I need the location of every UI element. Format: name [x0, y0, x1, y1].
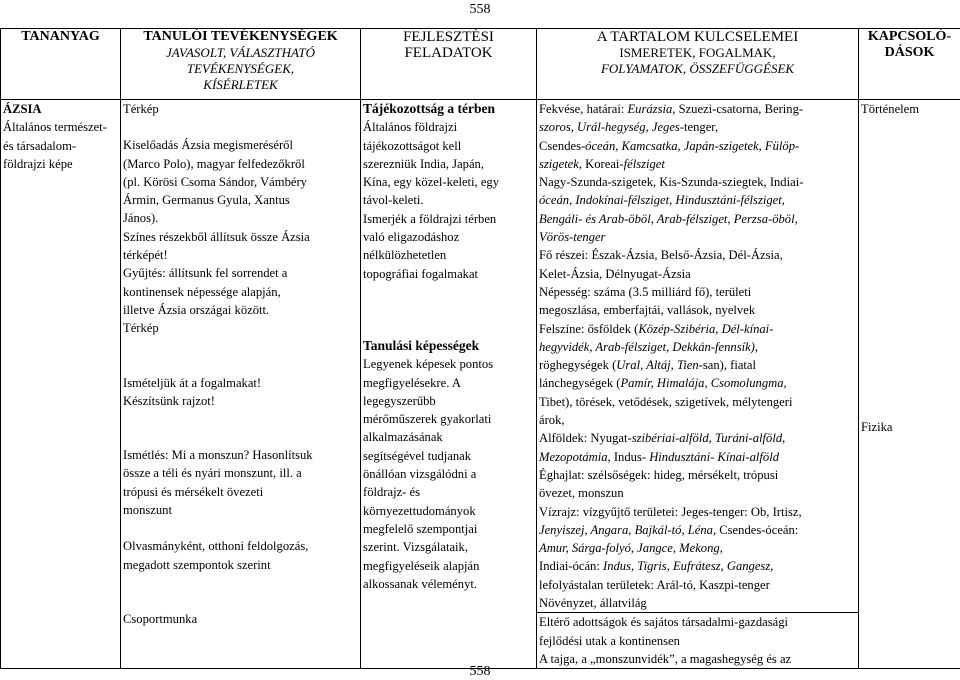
task-line: megfigyeléseik alapján — [363, 557, 534, 575]
content-line: Vörös-tenger — [539, 228, 856, 246]
content-line: megoszlása, emberfajtái, vallások, nyelvek — [539, 301, 856, 319]
content-line: övezet, monszun — [539, 484, 856, 502]
page-number-top: 558 — [0, 2, 960, 18]
task-line: önállóan vizsgálódni a — [363, 465, 534, 483]
activity-line: Színes részekből állítsuk össze Ázsia — [123, 228, 358, 246]
content-text: szibériai-alföld, Turáni-alföld, — [632, 431, 786, 445]
content-line — [539, 429, 856, 447]
activity-line: Gyűjtés: állítsunk fel sorrendet a — [123, 264, 358, 282]
cell-tananyag — [1, 100, 121, 669]
header-col2-sub2: TEVÉKENYSÉGEK, — [123, 61, 358, 77]
activity-line: Készítsünk rajzot! — [123, 392, 358, 410]
task-line: mérőműszerek gyakorlati — [363, 410, 534, 428]
content-line: Nagy-Szunda-szigetek, Kis-Szunda-sziegtek, Indiai- — [539, 173, 856, 191]
content-line: Amur, Sárga-folyó, Jangce, Mekong, — [539, 539, 856, 557]
content-text: röghegységek ( — [539, 358, 616, 372]
content-text: Szuezi-csatorna, Bering- — [675, 102, 803, 116]
content-line — [539, 356, 856, 374]
task-line: tájékozottságot kell — [363, 137, 534, 155]
content-text: lánchegységek ( — [539, 376, 620, 390]
header-col2-title: TANULÓI TEVÉKENYSÉGEK — [123, 29, 358, 45]
cell-fejlesztesi-feladatok — [361, 100, 537, 669]
header-col2-sub1: JAVASOLT, VÁLASZTHATÓ — [123, 45, 358, 61]
task-line: környezettudományok — [363, 502, 534, 520]
activity-line: illetve Ázsia országai között. — [123, 301, 358, 319]
connection-item: Történelem — [861, 100, 958, 118]
content-line: Kelet-Ázsia, Délnyugat-Ázsia — [539, 265, 856, 283]
activity-line: Ismételjük át a fogalmakat! — [123, 374, 358, 392]
header-tananyag — [1, 29, 121, 100]
cell-kulcselemek — [537, 100, 859, 669]
content-text: Eurázsia, — [627, 102, 675, 116]
content-line — [539, 448, 856, 466]
activity-line: Kiselőadás Ázsia megismeréséről — [123, 136, 358, 154]
content-text: szigetek, — [539, 157, 582, 171]
content-text: Mezopotámia, — [539, 450, 611, 464]
content-text: Felszíne: ősföldek ( — [539, 322, 638, 336]
content-text: Jenyiszej, Angara, Bajkál-tó, Léna, — [539, 523, 716, 537]
content-text: Indus, Tigris, Eufrátesz, Gangesz, — [603, 559, 773, 573]
task-line: Kína, egy közel-keleti, egy — [363, 173, 534, 191]
task-line: Legyenek képesek pontos — [363, 355, 534, 373]
content-text: Pamír, Himalája, Csomolungma, — [620, 376, 786, 390]
header-fejlesztesi-feladatok — [361, 29, 537, 100]
content-text: óceán, Kamcsatka, Japán-szigetek, Fülöp- — [585, 139, 799, 153]
content-text: Ural, Altáj, Tien- — [616, 358, 703, 372]
content-line — [539, 320, 856, 338]
connection-item: Fizika — [861, 418, 958, 436]
table-header-row — [1, 29, 960, 100]
header-col3-line1: FEJLESZTÉSI — [363, 29, 534, 45]
task-line: topográfiai fogalmakat — [363, 265, 534, 283]
header-col5-line1: KAPCSOLÓ- — [861, 29, 958, 45]
content-line: A tajga, a „monszunvidék”, a magashegység és az — [539, 650, 856, 668]
content-line: óceán, Indokínai-félsziget, Hindusztáni-félsziget, — [539, 191, 856, 209]
content-line — [539, 155, 856, 173]
content-text: -tenger, — [680, 120, 718, 134]
content-line — [539, 100, 856, 118]
content-text: san), fiatal — [703, 358, 756, 372]
header-col4-sub1: ISMERETEK, FOGALMAK, — [539, 45, 856, 61]
page-number-bottom: 558 — [0, 664, 960, 680]
header-col5-line2: DÁSOK — [861, 45, 958, 61]
activity-line: Térkép — [123, 100, 358, 118]
header-col2-sub3: KÍSÉRLETEK — [123, 77, 358, 93]
task-line: megfigyelésekre. A — [363, 374, 534, 392]
content-text: Hindusztáni- Kínai-alföld — [649, 450, 779, 464]
activity-line: térképét! — [123, 246, 358, 264]
task-line: legegyszerűbb — [363, 392, 534, 410]
activity-line: Csoportmunka — [123, 610, 358, 628]
task-heading: Tanulási képességek — [363, 337, 534, 355]
task-line: nélkülözhetetlen — [363, 246, 534, 264]
activity-line: (pl. Körösi Csoma Sándor, Vámbéry — [123, 173, 358, 191]
task-line: Általános földrajzi — [363, 118, 534, 136]
activity-line: Ismétlés: Mi a monszun? Hasonlítsuk — [123, 446, 358, 464]
cell-kapcsolodasok — [859, 100, 960, 669]
content-line: Eltérő adottságok és sajátos társadalmi-gazdasági — [537, 612, 858, 631]
header-col4-sub2: FOLYAMATOK, ÖSSZEFÜGGÉSEK — [539, 61, 856, 77]
content-line — [539, 557, 856, 575]
content-line: Fő részei: Észak-Ázsia, Belső-Ázsia, Dél-Ázsia, — [539, 246, 856, 264]
task-line: Ismerjék a földrajzi térben — [363, 210, 534, 228]
task-line: segítségével tudjanak — [363, 447, 534, 465]
activity-line: Ármin, Germanus Gyula, Xantus — [123, 191, 358, 209]
header-tartalom-kulcselemei — [537, 29, 859, 100]
content-text: Csendes-óceán: — [716, 523, 798, 537]
topic-line: és társadalom- — [3, 137, 118, 155]
task-line: alkossanak véleményt. — [363, 575, 534, 593]
content-line: Bengáli- és Arab-öböl, Arab-félsziget, Perzsa-öböl, — [539, 210, 856, 228]
content-line: hegyvidék, Arab-félsziget, Dekkán-fennsík), — [539, 338, 856, 356]
activity-line: János). — [123, 209, 358, 227]
activity-line: össze a téli és nyári monszunt, ill. a — [123, 464, 358, 482]
content-line: Éghajlat: szélsőségek: hideg, mérsékelt, trópusi — [539, 466, 856, 484]
content-line — [539, 137, 856, 155]
content-text: Indiai-ócán: — [539, 559, 603, 573]
header-col4-title: A TARTALOM KULCSELEMEI — [539, 29, 856, 45]
content-text: Csendes- — [539, 139, 585, 153]
table-row — [1, 100, 960, 669]
task-line: való eligazodáshoz — [363, 228, 534, 246]
content-text: Koreai- — [582, 157, 624, 171]
content-text: félsziget — [624, 157, 665, 171]
topic-title: ÁZSIA — [3, 100, 118, 118]
task-line: megfelelő szempontjai — [363, 520, 534, 538]
task-line: szerezniük India, Japán, — [363, 155, 534, 173]
activity-line: Térkép — [123, 319, 358, 337]
content-text: Fekvése, határai: — [539, 102, 627, 116]
cell-tevekenysegek — [121, 100, 361, 669]
activity-line: kontinensek népessége alapján, — [123, 283, 358, 301]
content-line — [539, 118, 856, 136]
header-tanuloi-tevekenysegek — [121, 29, 361, 100]
header-col3-line2: FELADATOK — [363, 45, 534, 61]
content-line — [539, 521, 856, 539]
activity-line: trópusi és mérsékelt övezeti — [123, 483, 358, 501]
content-line — [539, 374, 856, 392]
activity-line: (Marco Polo), magyar felfedezőkről — [123, 155, 358, 173]
content-line: Tibet), törések, vetődések, szigetívek, mélytengeri — [539, 393, 856, 411]
task-line: földrajz- és — [363, 483, 534, 501]
activity-line: monszunt — [123, 501, 358, 519]
content-line: Népesség: száma (3.5 milliárd fő), területi — [539, 283, 856, 301]
content-line: fejlődési utak a kontinensen — [539, 632, 856, 650]
content-text: szoros, Urál-hegység, Jeges — [539, 120, 680, 134]
curriculum-table — [0, 28, 960, 669]
task-line: távol-keleti. — [363, 191, 534, 209]
activity-line: Olvasmányként, otthoni feldolgozás, — [123, 537, 358, 555]
content-text: Közép-Szibéria, Dél-kínai- — [638, 322, 773, 336]
topic-line: Általános természet- — [3, 118, 118, 136]
content-line: Vízrajz: vízgyűjtő területei: Jeges-tenger: Ob, Irtisz, — [539, 503, 856, 521]
task-line: alkalmazásának — [363, 428, 534, 446]
header-kapcsolodasok — [859, 29, 960, 100]
content-line: lefolyástalan területek: Arál-tó, Kaszpi-tenger — [539, 576, 856, 594]
task-heading: Tájékozottság a térben — [363, 100, 534, 118]
content-line: Növényzet, állatvilág — [539, 594, 856, 612]
content-text: Alföldek: Nyugat- — [539, 431, 632, 445]
task-line: szerint. Vizsgálataik, — [363, 538, 534, 556]
activity-line: megadott szempontok szerint — [123, 556, 358, 574]
content-text: Indus- — [611, 450, 649, 464]
content-line: árok, — [539, 411, 856, 429]
topic-line: földrajzi képe — [3, 155, 118, 173]
header-tananyag-label: TANANYAG — [3, 29, 118, 45]
